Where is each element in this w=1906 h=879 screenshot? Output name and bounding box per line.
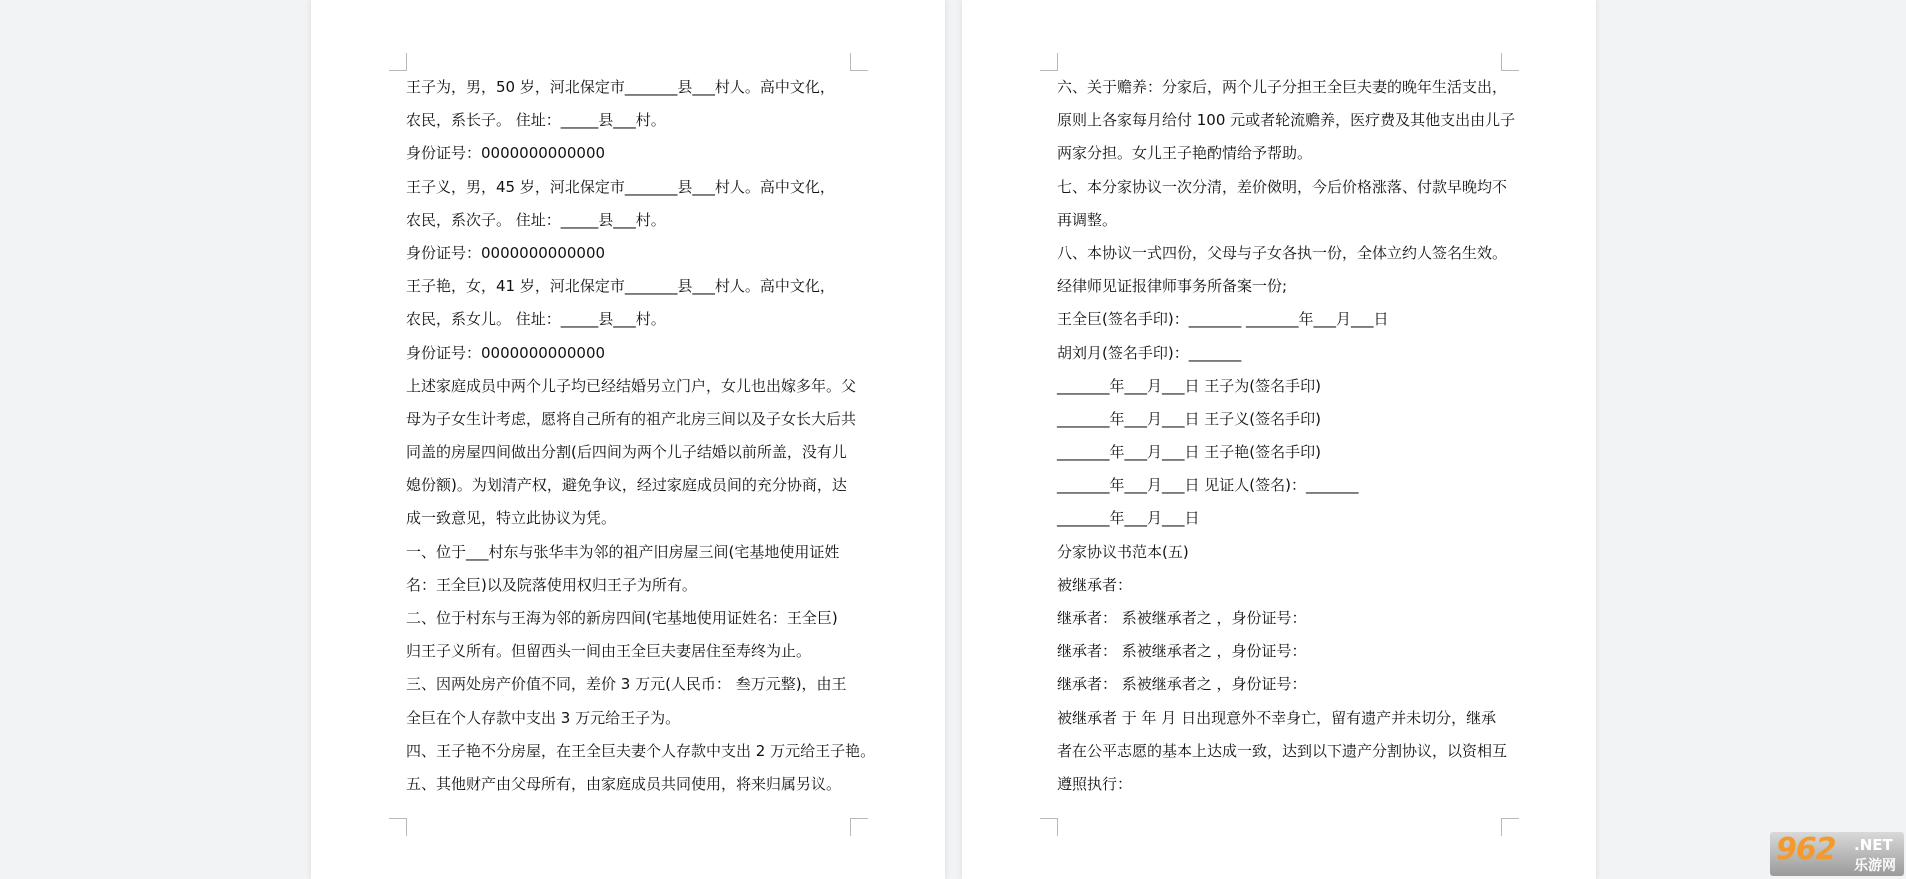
watermark-number: 962 bbox=[1776, 832, 1836, 867]
text-line: 再调整。 bbox=[1057, 210, 1118, 229]
text-line: 分家协议书范本(五) bbox=[1057, 542, 1189, 561]
text-line: 王全巨(签名手印)：_______ _______年___月___日 bbox=[1057, 310, 1389, 329]
margin-corner-mark bbox=[1040, 53, 1058, 71]
text-line: 名：王全巨)以及院落使用权归王子为所有。 bbox=[406, 575, 697, 594]
text-line: _______年___月___日 bbox=[1057, 509, 1200, 528]
text-line: 被继承者 于 年 月 日出现意外不幸身亡，留有遗产并未切分，继承 bbox=[1057, 708, 1497, 727]
text-line: 继承者： 系被继承者之 ，身份证号： bbox=[1057, 675, 1307, 694]
page-text[interactable] bbox=[1057, 71, 1517, 801]
text-line: 继承者： 系被继承者之 ，身份证号： bbox=[1057, 642, 1307, 661]
margin-corner-mark bbox=[1040, 818, 1058, 836]
margin-corner-mark bbox=[1501, 53, 1519, 71]
text-line: 王子为，男，50 岁，河北保定市_______县___村人。高中文化， bbox=[406, 78, 835, 96]
watermark-name: 乐游网 bbox=[1854, 858, 1896, 874]
text-line: _______年___月___日 见证人(签名)：_______ bbox=[1057, 476, 1359, 495]
document-page-left bbox=[311, 0, 945, 879]
text-line: 四、王子艳不分房屋，在王全巨夫妻个人存款中支出 2 万元给王子艳。 bbox=[406, 741, 876, 760]
text-line: 上述家庭成员中两个儿子均已经结婚另立门户，女儿也出嫁多年。父 bbox=[406, 376, 857, 395]
margin-corner-mark bbox=[389, 818, 407, 836]
text-line: 王子义，男，45 岁，河北保定市_______县___村人。高中文化， bbox=[406, 177, 835, 196]
text-line: 同盖的房屋四间做出分割(后四间为两个儿子结婚以前所盖，没有儿 bbox=[406, 443, 847, 462]
margin-corner-mark bbox=[389, 53, 407, 71]
text-line: 母为子女生计考虑，愿将自己所有的祖产北房三间以及子女长大后共 bbox=[406, 409, 857, 428]
text-line: 五、其他财产由父母所有，由家庭成员共同使用，将来归属另议。 bbox=[406, 774, 842, 793]
text-line: _______年___月___日 王子艳(签名手印) bbox=[1057, 443, 1321, 462]
watermark-suffix: .NET bbox=[1854, 836, 1893, 854]
text-line: 者在公平志愿的基本上达成一致，达到以下遗产分割协议，以资相互 bbox=[1057, 741, 1508, 760]
text-line: 经律师见证报律师事务所备案一份; bbox=[1057, 277, 1288, 296]
text-line: 全巨在个人存款中支出 3 万元给王子为。 bbox=[406, 708, 681, 727]
text-line: 胡刘月(签名手印)：_______ bbox=[1057, 343, 1242, 362]
text-line: 归王子义所有。但留西头一间由王全巨夫妻居住至寿终为止。 bbox=[406, 642, 812, 661]
text-line: 被继承者： bbox=[1057, 575, 1133, 594]
text-line: 身份证号：0000000000000 bbox=[406, 343, 606, 362]
text-line: 三、因两处房产价值不同，差价 3 万元(人民币： 叁万元整)，由王 bbox=[406, 675, 847, 694]
text-line: 八、本协议一式四份，父母与子女各执一份，全体立约人签名生效。 bbox=[1057, 243, 1508, 262]
text-line: 一、位于___村东与张华丰为邻的祖产旧房屋三间(宅基地使用证姓 bbox=[406, 542, 840, 561]
text-line: _______年___月___日 王子为(签名手印) bbox=[1057, 376, 1321, 395]
text-line: 农民，系长子。 住址：_____县___村。 bbox=[406, 111, 666, 130]
page-text[interactable] bbox=[406, 71, 876, 801]
text-line: 身份证号：0000000000000 bbox=[406, 144, 606, 163]
watermark-logo bbox=[1770, 832, 1904, 876]
text-line: 六、关于赡养：分家后，两个儿子分担王全巨夫妻的晚年生活支出， bbox=[1057, 78, 1508, 96]
text-line: 二、位于村东与王海为邻的新房四间(宅基地使用证姓名：王全巨) bbox=[406, 609, 838, 627]
text-line: 遵照执行： bbox=[1057, 774, 1133, 793]
text-line: _______年___月___日 王子义(签名手印) bbox=[1057, 409, 1321, 428]
text-line: 继承者： 系被继承者之 ，身份证号： bbox=[1057, 609, 1307, 627]
text-line: 成一致意见，特立此协议为凭。 bbox=[406, 509, 617, 528]
text-line: 王子艳，女，41 岁，河北保定市_______县___村人。高中文化， bbox=[406, 277, 835, 296]
text-line: 原则上各家每月给付 100 元或者轮流赡养，医疗费及其他支出由儿子 bbox=[1057, 111, 1516, 130]
text-line: 两家分担。女儿王子艳酌情给予帮助。 bbox=[1057, 144, 1313, 163]
text-line: 农民，系次子。 住址：_____县___村。 bbox=[406, 210, 666, 229]
margin-corner-mark bbox=[850, 53, 868, 71]
margin-corner-mark bbox=[850, 818, 868, 836]
margin-corner-mark bbox=[1501, 818, 1519, 836]
text-line: 媳份额)。为划清产权，避免争议，经过家庭成员间的充分协商，达 bbox=[406, 476, 847, 495]
text-line: 身份证号：0000000000000 bbox=[406, 243, 606, 262]
document-page-right bbox=[962, 0, 1596, 879]
text-line: 农民，系女儿。 住址：_____县___村。 bbox=[406, 310, 666, 329]
text-line: 七、本分家协议一次分清，差价傚明，今后价格涨落、付款早晚均不 bbox=[1057, 177, 1508, 196]
